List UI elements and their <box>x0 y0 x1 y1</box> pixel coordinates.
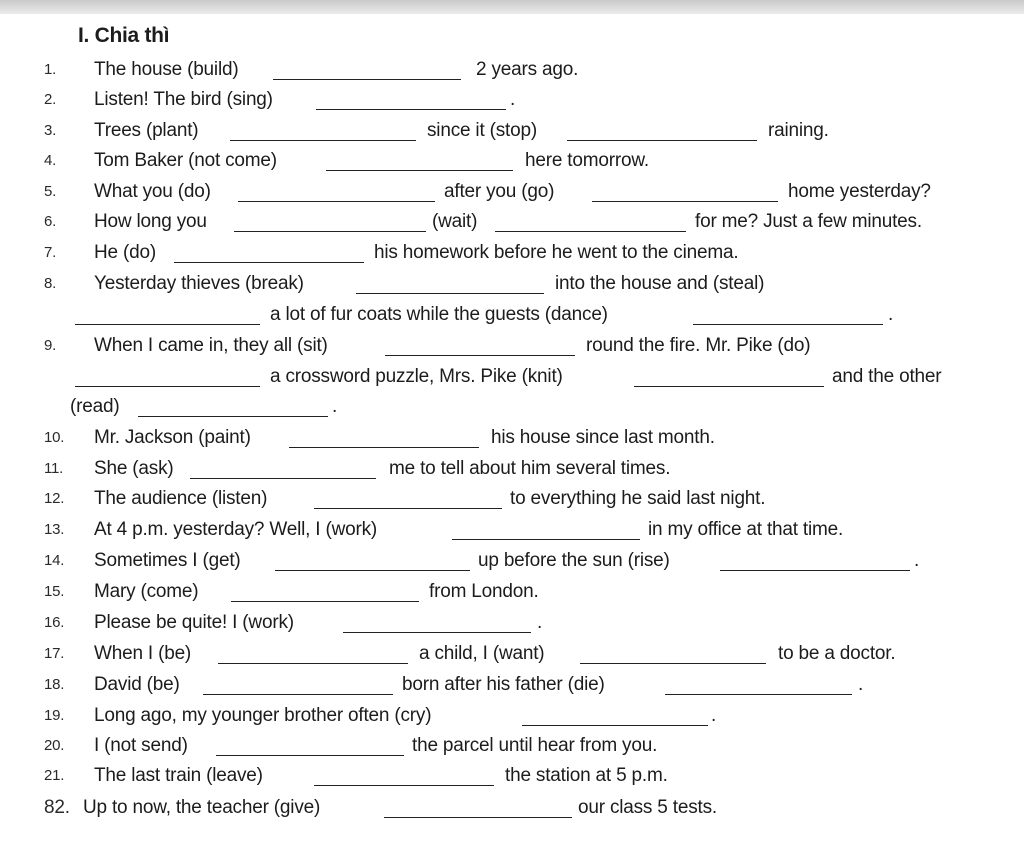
answer-blank[interactable] <box>385 355 575 356</box>
prompt-text: into the house and (steal) <box>555 273 765 294</box>
exercise-line <box>0 270 1000 298</box>
item-number: 7. <box>44 244 57 261</box>
exercise-line <box>0 609 1000 637</box>
prompt-text: after you (go) <box>444 181 555 202</box>
prompt-text: from London. <box>429 581 539 602</box>
item-number: 10. <box>44 429 65 446</box>
prompt-text: The house (build) <box>94 59 239 80</box>
prompt-text: Long ago, my younger brother often (cry) <box>94 705 432 726</box>
answer-blank[interactable] <box>75 324 260 325</box>
answer-blank[interactable] <box>693 324 883 325</box>
exercise-line <box>0 702 1000 730</box>
item-number: 1. <box>44 61 57 78</box>
prompt-text: (wait) <box>432 211 478 232</box>
answer-blank[interactable] <box>289 447 479 448</box>
prompt-text: a crossword puzzle, Mrs. Pike (knit) <box>270 366 563 387</box>
answer-blank[interactable] <box>522 725 708 726</box>
prompt-text: Mr. Jackson (paint) <box>94 427 251 448</box>
prompt-text: 2 years ago. <box>476 59 579 80</box>
answer-blank[interactable] <box>174 262 364 263</box>
item-number: 4. <box>44 152 57 169</box>
answer-blank[interactable] <box>238 201 435 202</box>
exercise-line <box>0 671 1000 699</box>
exercise-line <box>0 393 1000 421</box>
prompt-text: At 4 p.m. yesterday? Well, I (work) <box>94 519 378 540</box>
exercise-line <box>0 178 1000 206</box>
section-heading: I. Chia thì <box>78 24 170 47</box>
exercise-line <box>0 547 1000 575</box>
prompt-text: (read) <box>70 396 120 417</box>
item-number: 9. <box>44 337 57 354</box>
item-number: 14. <box>44 552 65 569</box>
prompt-text: How long you <box>94 211 207 232</box>
item-number: 21. <box>44 767 65 784</box>
prompt-text: . <box>914 550 920 571</box>
prompt-text: Please be quite! I (work) <box>94 612 294 633</box>
exercise-line <box>0 332 1000 360</box>
answer-blank[interactable] <box>138 416 328 417</box>
item-number: 2. <box>44 91 57 108</box>
exercise-line <box>0 578 1000 606</box>
answer-blank[interactable] <box>273 79 461 80</box>
exercise-line <box>0 86 1000 114</box>
item-number: 8. <box>44 275 57 292</box>
exercise-line <box>0 301 1000 329</box>
item-number: 17. <box>44 645 65 662</box>
prompt-text: a child, I (want) <box>419 643 545 664</box>
prompt-text: the parcel until hear from you. <box>412 735 658 756</box>
prompt-text: . <box>537 612 543 633</box>
item-number: 82. <box>44 797 70 818</box>
exercise-line <box>0 732 1000 760</box>
prompt-text: our class 5 tests. <box>578 797 717 818</box>
item-number: 18. <box>44 676 65 693</box>
answer-blank[interactable] <box>216 755 404 756</box>
prompt-text: When I came in, they all (sit) <box>94 335 328 356</box>
worksheet-page <box>0 14 1024 842</box>
item-number: 11. <box>44 460 64 477</box>
prompt-text: his homework before he went to the cinema. <box>374 242 739 263</box>
prompt-text: . <box>711 705 717 726</box>
answer-blank[interactable] <box>230 140 416 141</box>
prompt-text: for me? Just a few minutes. <box>695 211 922 232</box>
answer-blank[interactable] <box>384 817 572 818</box>
answer-blank[interactable] <box>495 231 686 232</box>
prompt-text: . <box>510 89 516 110</box>
prompt-text: the station at 5 p.m. <box>505 765 668 786</box>
answer-blank[interactable] <box>580 663 766 664</box>
item-number: 20. <box>44 737 65 754</box>
exercise-line <box>0 794 1000 822</box>
prompt-text: Tom Baker (not come) <box>94 150 277 171</box>
prompt-text: his house since last month. <box>491 427 715 448</box>
item-number: 3. <box>44 122 57 139</box>
prompt-text: and the other <box>832 366 942 387</box>
answer-blank[interactable] <box>275 570 470 571</box>
prompt-text: Sometimes I (get) <box>94 550 241 571</box>
exercise-line <box>0 762 1000 790</box>
item-number: 12. <box>44 490 65 507</box>
prompt-text: here tomorrow. <box>525 150 649 171</box>
exercise-line <box>0 516 1000 544</box>
top-bar <box>0 0 1024 14</box>
answer-blank[interactable] <box>316 109 506 110</box>
answer-blank[interactable] <box>665 694 852 695</box>
exercise-line <box>0 363 1000 391</box>
item-number: 16. <box>44 614 65 631</box>
prompt-text: The audience (listen) <box>94 488 268 509</box>
prompt-text: . <box>858 674 864 695</box>
prompt-text: Mary (come) <box>94 581 199 602</box>
exercise-line <box>0 424 1000 452</box>
exercise-line <box>0 455 1000 483</box>
item-number: 19. <box>44 707 65 724</box>
prompt-text: to everything he said last night. <box>510 488 766 509</box>
prompt-text: . <box>888 304 894 325</box>
prompt-text: a lot of fur coats while the guests (dance) <box>270 304 608 325</box>
answer-blank[interactable] <box>567 140 757 141</box>
exercise-line <box>0 56 1000 84</box>
prompt-text: to be a doctor. <box>778 643 896 664</box>
prompt-text: Yesterday thieves (break) <box>94 273 304 294</box>
answer-blank[interactable] <box>343 632 531 633</box>
answer-blank[interactable] <box>592 201 778 202</box>
answer-blank[interactable] <box>720 570 910 571</box>
item-number: 13. <box>44 521 65 538</box>
prompt-text: raining. <box>768 120 829 141</box>
prompt-text: Trees (plant) <box>94 120 199 141</box>
answer-blank[interactable] <box>234 231 426 232</box>
prompt-text: She (ask) <box>94 458 174 479</box>
item-number: 5. <box>44 183 57 200</box>
prompt-text: What you (do) <box>94 181 211 202</box>
prompt-text: When I (be) <box>94 643 192 664</box>
item-number: 6. <box>44 213 57 230</box>
answer-blank[interactable] <box>190 478 376 479</box>
answer-blank[interactable] <box>314 785 494 786</box>
prompt-text: Up to now, the teacher (give) <box>83 797 321 818</box>
answer-blank[interactable] <box>231 601 419 602</box>
exercise-line <box>0 147 1000 175</box>
prompt-text: home yesterday? <box>788 181 931 202</box>
prompt-text: since it (stop) <box>427 120 537 141</box>
prompt-text: born after his father (die) <box>402 674 605 695</box>
answer-blank[interactable] <box>314 508 502 509</box>
prompt-text: in my office at that time. <box>648 519 844 540</box>
answer-blank[interactable] <box>452 539 640 540</box>
prompt-text: up before the sun (rise) <box>478 550 670 571</box>
answer-blank[interactable] <box>356 293 544 294</box>
exercise-line <box>0 208 1000 236</box>
prompt-text: He (do) <box>94 242 156 263</box>
exercise-line <box>0 239 1000 267</box>
exercise-line <box>0 485 1000 513</box>
prompt-text: I (not send) <box>94 735 188 756</box>
item-number: 15. <box>44 583 65 600</box>
prompt-text: round the fire. Mr. Pike (do) <box>586 335 811 356</box>
answer-blank[interactable] <box>326 170 513 171</box>
answer-blank[interactable] <box>75 386 260 387</box>
prompt-text: The last train (leave) <box>94 765 263 786</box>
exercise-line <box>0 640 1000 668</box>
answer-blank[interactable] <box>203 694 393 695</box>
exercise-line <box>0 117 1000 145</box>
answer-blank[interactable] <box>634 386 824 387</box>
prompt-text: . <box>332 396 338 417</box>
answer-blank[interactable] <box>218 663 408 664</box>
prompt-text: Listen! The bird (sing) <box>94 89 273 110</box>
prompt-text: David (be) <box>94 674 180 695</box>
prompt-text: me to tell about him several times. <box>389 458 671 479</box>
